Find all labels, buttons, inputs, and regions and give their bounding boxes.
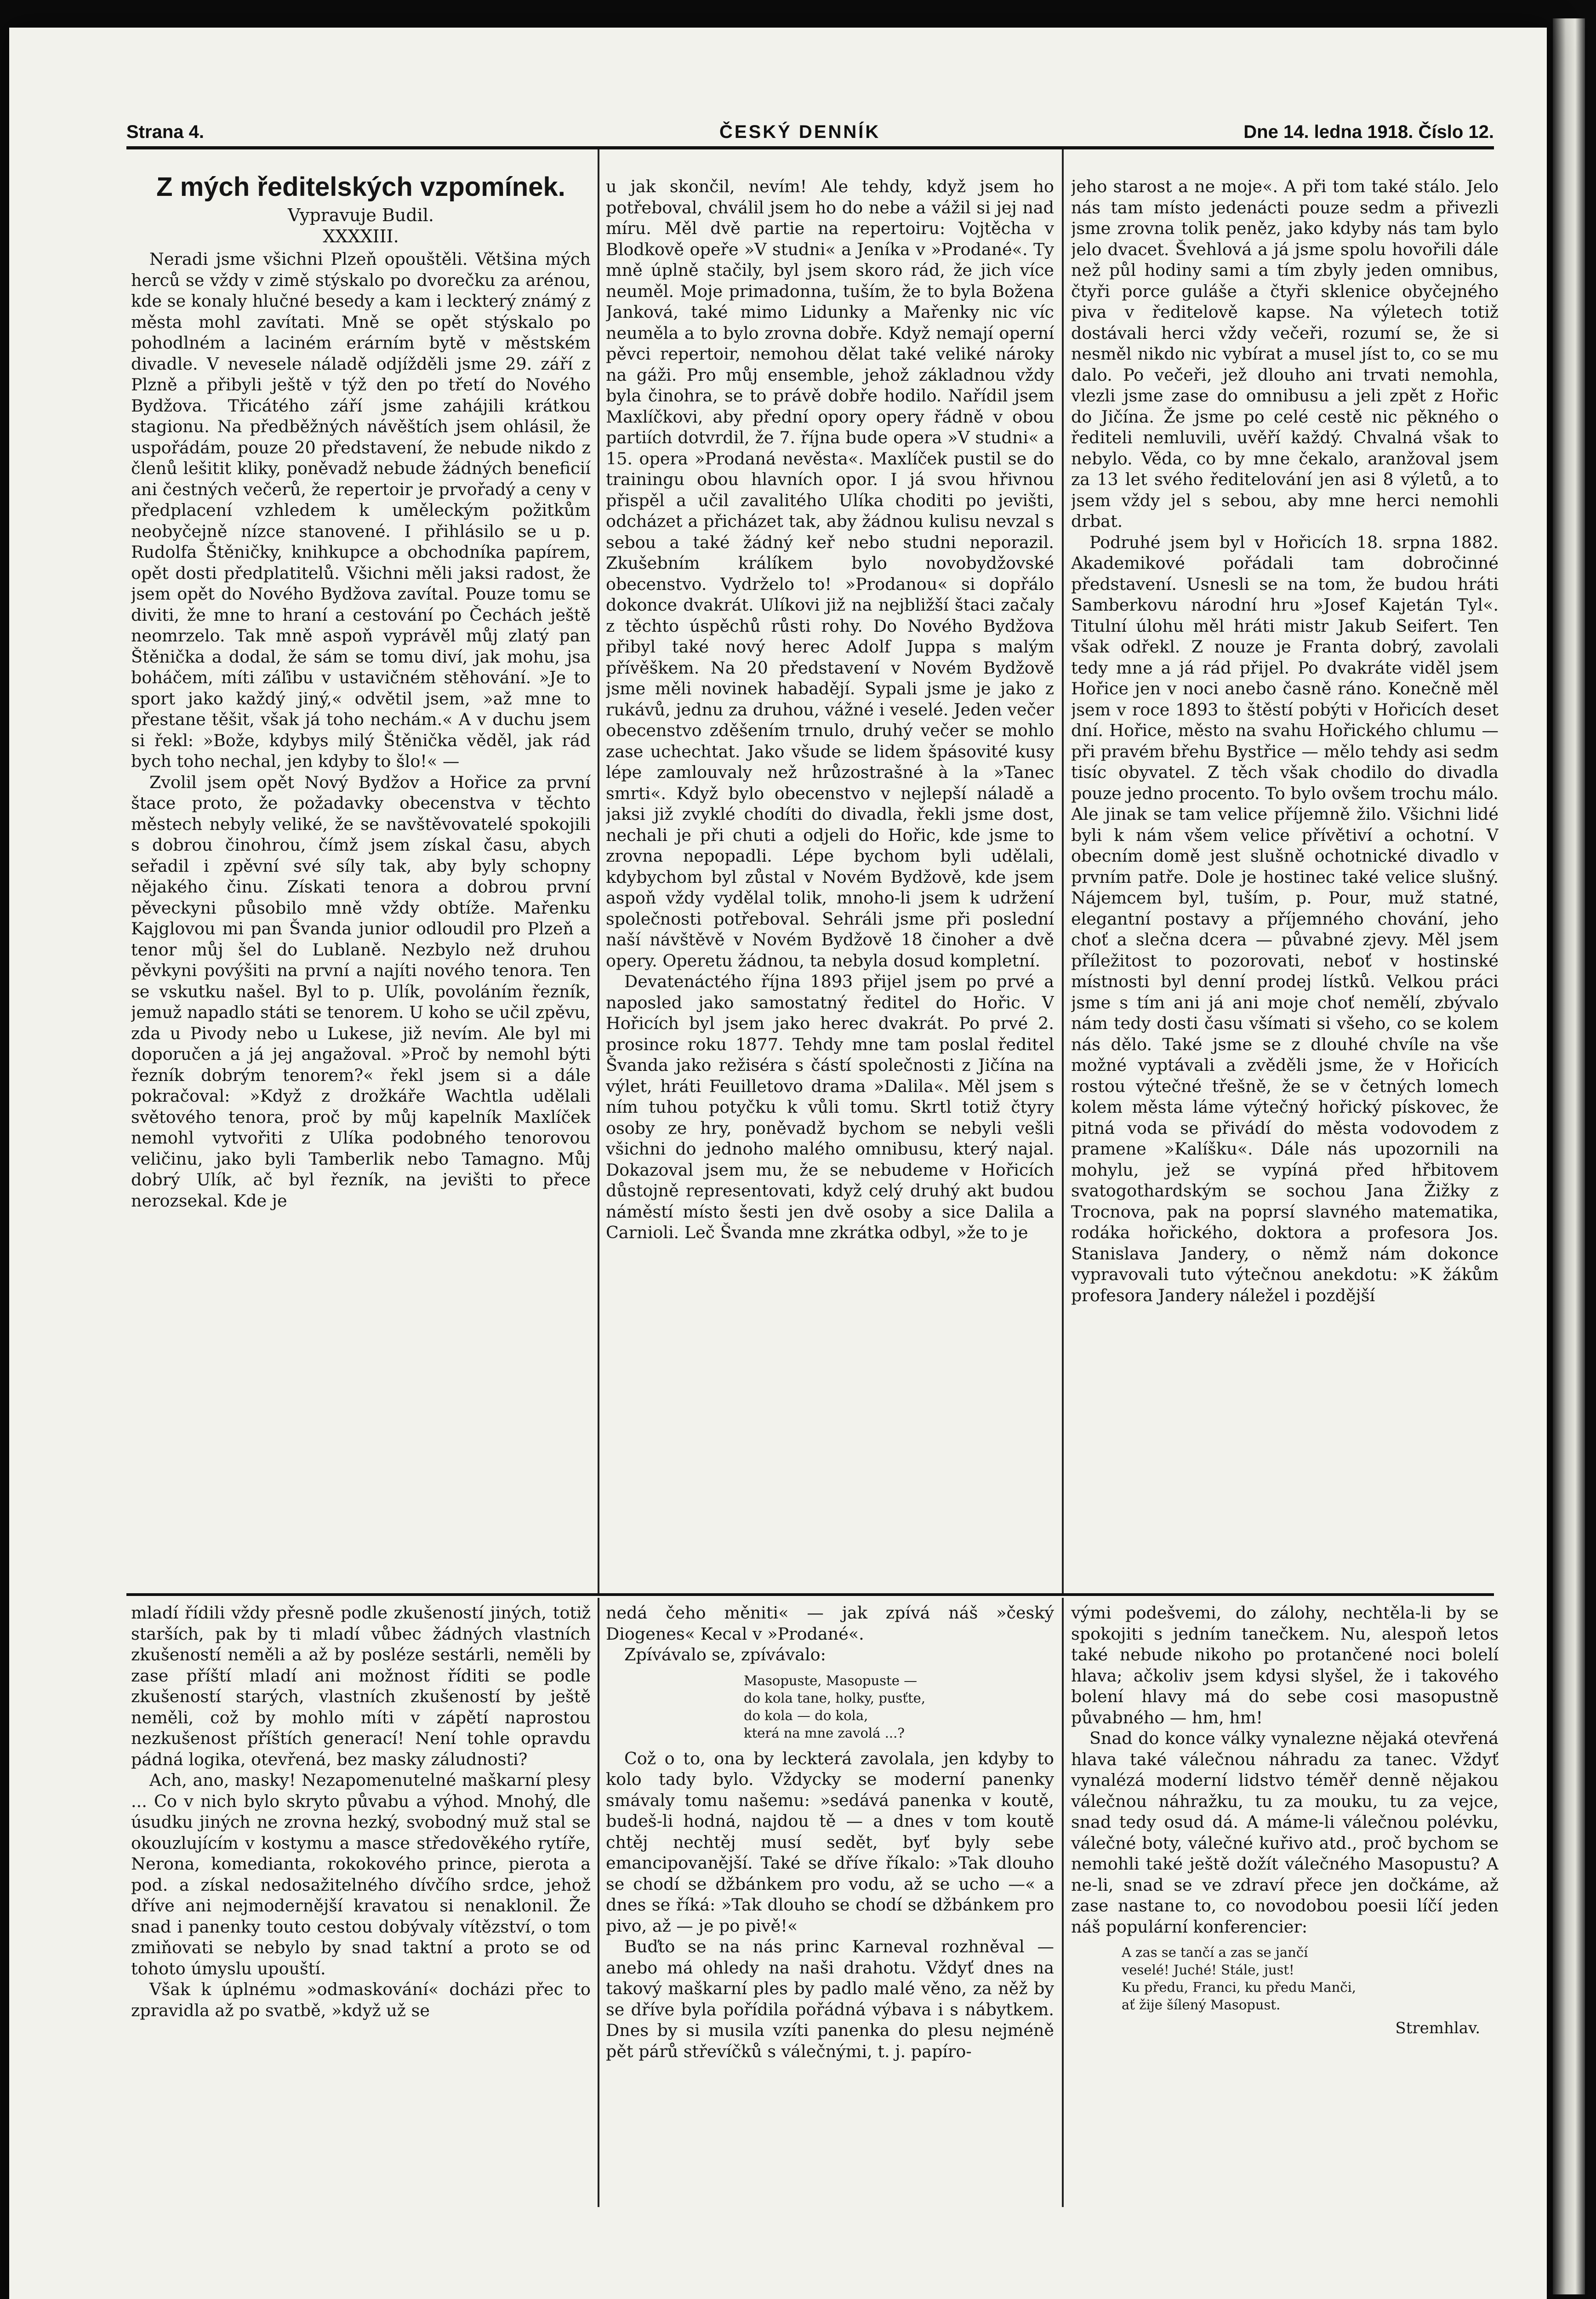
paragraph: Snad do konce války vynalezne nějaká otevřená hlava také válečnou náhradu za tanec. Vždyť vynalézá moderní lidstvo téměř denně nějakou válečnou náhražku, tu za mouku, tu za vejce, snad tedy osud dá. A máme-li válečnou polévku, válečné boty, válečné kuřivo atd., proč bychom se nemohli také ještě dožít válečného Masopustu? A ne-li, snad se ve zdraví přece jen dočkáme, až zase nastane to, co novodobou poesii líčí jeden náš populární konferencier:	[1071, 1728, 1499, 1937]
paragraph: Ach, ano, masky! Nezapomenutelné maškarní plesy ... Co v nich bylo skryto půvabu a výhod. Mnohý, dle úsudku jiných ne zrovna hezký, svobodný muž stal se okouzlujícím v kostymu a masce středověkého rytíře, Nerona, komedianta, rokokového prince, pierota a pod. a získal nedosažitelného dívčího srdce, jehož dříve ani nejmodernější kravatou si nenaklonil. Že snad i panenky touto cestou dobývaly vítězství, o tom zmiňovati se nebylo by snad taktní a proto se od tohoto úmyslu upouští.	[131, 1770, 591, 1979]
chapter-number: XXXXIII.	[323, 226, 399, 246]
column-divider	[1062, 149, 1064, 1593]
page-header	[126, 122, 1494, 147]
article-column-3	[1071, 176, 1499, 1590]
article-byline: Vypravuje Budil.	[288, 205, 434, 225]
feuilleton-column-2	[606, 1602, 1054, 2205]
poem-verse: A zas se tančí a zas se jančí veselé! Juché! Stále, just! Ku předu, Franci, ku předu Manči, ať žije šílený Masopust.	[1122, 1944, 1357, 2013]
column-divider	[598, 1598, 599, 2207]
paragraph: mladí řídili vždy přesně podle zkušeností jiných, totiž starších, pak by ti mladí vůbec žádných vlastních zkušeností neměli a až by posléze sestárli, neměli by zase příští mladí ani možnost říditi se podle zkušeností starých, vlastních zkušeností by ještě neměli, což by mohlo míti v zápětí naprostou nezkušenost příštích generací! Není tohle opravdu pádná logika, otevřená, bez masky záludnosti?	[131, 1603, 591, 1769]
page-number: Strana 4.	[126, 122, 204, 142]
article-title: Z mých ředitelských vzpomínek.	[156, 172, 565, 202]
paragraph: Devatenáctého října 1893 přijel jsem po prvé a naposled jako samostatný ředitel do Hořic. V Hořicích byl jsem jako herec dvakrát. Po prvé 2. prosince roku 1877. Tehdy mne tam poslal ředitel Švanda jako režiséra s částí společnosti z Jičína na výlet, hráti Feuilletovo drama »Dalila«. Měl jsem s ním tuhou potyčku k vůli tomu. Skrtl totiž čtyry osoby ze hry, poněvadž bychom se nebyli vešli všichni do jednoho malého omnibusu, který najal. Dokazoval jsem mu, že se nebudeme v Hořicích důstojně representovati, když celý druhý akt budou náměstí místo šesti jen dvě osoby a sice Dalila a Carnioli. Leč Švanda mne zkrátka odbyl, »že to je	[606, 972, 1054, 1242]
paragraph: Zvolil jsem opět Nový Bydžov a Hořice za první štace proto, že požadavky obecenstva v těchto městech nebyly veliké, že se navštěvovatelé spokojili s dobrou činohrou, čímž jsem získal času, abych seřadil i zpěvní své síly tak, aby byly schopny nějakého činu. Získati tenora a dobrou první pěveckyni působilo mně vždy obtíže. Mařenku Kajglovou mi pan Švanda junior odloudil pro Plzeň a tenor můj šel do Lublaně. Nezbylo než druhou pěvkyni povýšiti na první a najíti nového tenora. Ten se vskutku našel. Byl to p. Ulík, povoláním řezník, jemuž napadlo státi se tenorem. U koho se učil zpěvu, zda u Pivody nebo u Lukese, již nevím. Ale byl mi doporučen a já jej angažoval. »Proč by nemohl býti řezník dobrým tenorem?« řekl jsem si a dále pokračoval: »Když z drožkáře Wachtla udělali světového tenora, proč by můj kapelník Maxlíček nemohl vytvořiti z Ulíka podobného tenorovou veličinu, jako byli Tamberlik nebo Tamagno. Můj dobrý Ulík, ač byl řezník, na jevišti to přece nerozsekal. Kde je	[131, 772, 591, 1211]
author-signature: Stremhlav.	[1395, 2019, 1480, 2037]
column-divider	[1062, 1598, 1064, 2207]
section-divider	[126, 1593, 1494, 1596]
adjacent-page-edge	[1553, 18, 1585, 2294]
feuilleton-column-3	[1071, 1602, 1499, 2205]
article-column-1	[131, 171, 591, 1590]
column-divider	[598, 149, 599, 1593]
paragraph: nedá čeho měniti« — jak zpívá náš »český Diogenes« Kecal v »Prodané«.	[606, 1603, 1054, 1644]
paragraph: Zpívávalo se, zpívávalo:	[624, 1645, 826, 1664]
paragraph: vými podešvemi, do zálohy, nechtěla-li by se spokojiti s jedním tanečkem. Nu, alespoň letos také nebude nikoho po protančené noci bolelí hlava; ačkoliv jsem kdysi slyšel, že i takového bolení hlavy má do sebe cosi masopustně půvabného — hm, hm!	[1071, 1603, 1499, 1727]
poem-verse: Masopuste, Masopuste — do kola tane, holky, pusťte, do kola — do kola, která na mne zavolá ...?	[744, 1672, 926, 1741]
article-column-2	[606, 176, 1054, 1590]
paragraph: u jak skončil, nevím! Ale tehdy, když jsem ho potřeboval, chválil jsem ho do nebe a vážil si jej nad míru. Měl dvě partie na repertoiru: Vojtěcha v Blodkově opeře »V studni« a Jeníka v »Prodané«. Ty mně úplně stačily, byl jsem skoro rád, že jich více neuměl. Moje primadonna, tuším, že to byla Božena Janková, také mimo Lidunky a Mařenky nic víc neuměla a to bylo zrovna dobře. Když nemají operní pěvci repertoir, nemohou dělat také veliké nároky na gáži. Pro můj ensemble, jehož základnou vždy byla činohra, se to právě dobře hodilo. Nařídil jsem Maxlíčkovi, aby přední opory opery řádně v obou partiích dotvrdil, že 7. října bude opera »V studni« a 15. opera »Prodaná nevěsta«. Maxlíček pustil se do trainingu obou hlavních opor. I já svou hřivnou přispěl a učil zavalitého Ulíka choditi po jevišti, odcházet a přicházet tak, aby žádnou kulisu nevzal s sebou a také žádný keř nebo studni neporazil. Zkušebním králíkem bylo novobydžovské obecenstvo. Vydrželo to! »Prodanou« si dopřálo dokonce dvakrát. Ulíkovi již na nejbližší štaci začaly z těchto úspěchů růsti rohy. Do Nového Bydžova přibyl také nový herec Adolf Juppa s malým přívěškem. Na 20 představení v Novém Bydžově jsme měli novinek habadějí. Sypali jsme je jako z rukávů, jednu za druhou, vážné i veselé. Jeden večer obecenstvo zděšením trnulo, druhý večer se mohlo zase uchechtat. Jako všude se lidem špásovité kusy lépe zamlouvaly než hrůzostrašné à la »Tanec smrti«. Když bylo obecenstvo v nejlepší náladě a jaksi již zvyklé chodíti do divadla, řekli jsme dost, nechali je při chuti a odjeli do Hořic, kde jsme to zrovna nepopadli. Lépe bychom byli udělali, kdybychom byl zůstal v Novém Bydžově, kde jsem aspoň vždy vydělal tolik, mnoho-li jsem k udržení společnosti potřeboval. Sehráli jsme při poslední naší návštěvě v Novém Bydžově 18 činoher a dvě opery. Operetu žádnou, ta nebyla dosud kompletní.	[606, 177, 1054, 971]
feuilleton-column-1	[131, 1602, 591, 2205]
paragraph: jeho starost a ne moje«. A při tom také stálo. Jelo nás tam místo jedenácti pouze sedm a přivezli jsme zrovna tolik peněz, jako kdyby nás tam bylo jelo dvacet. Švehlová a já jsme spolu hovořili dále než půl hodiny sami a tím zbyly jeden omnibus, čtyři porce guláše a čtyři sklenice obyčejného piva v ředitelově kapse. Na výletech totiž dostávali herci vždy večeři, rozumí se, že si nesměl nikdo nic vybírat a musel jíst to, co se mu dalo. Po večeři, jež dlouho ani trvati nemohla, vlezli jsme zase do omnibusu a jeli zpět z Hořic do Jičína. Že jsme po celé cestě nic pěkného o řediteli nemluvili, uvěří každý. Chvalná však to nebylo. Věda, co by mne čekalo, aranžoval jsem za 13 let svého ředitelování jen asi 8 výletů, a to jsem vždy jel s sebou, aby mne herci nemohli drbat.	[1071, 177, 1499, 531]
issue-date: Dne 14. ledna 1918. Číslo 12.	[1243, 122, 1494, 142]
paragraph: Neradi jsme všichni Plzeň opouštěli. Většina mých herců se vždy v zimě stýskalo po dvorečku za arénou, kde se konaly hlučné besedy a kam i leckterý známý z města mohl zavítati. Mně se opět stýskalo po pohodlném a laciném erárním bytě v městském divadle. V nevesele náladě odjížděli jsme 29. září z Plzně a přibyli ještě v týž den po třetí do Nového Bydžova. Třicátého září jsme zahájili krátkou stagionu. Na předběžných návěštích jsem ohlásil, že uspořádám, pouze 20 představení, že nebude nikdo z členů lešitit kliky, poněvadž nebude žádných beneficií ani čestných večerů, že repertoir je prvořadý a ceny v předplacení vzhledem k uměleckým požitkům neobyčejně nízce stanovené. I přihlásilo se u p. Rudolfa Štěničky, knihkupce a obchodníka papírem, opět dosti předplatitelů. Všichni měli jaksi radost, že jsem opět do Nového Bydžova zavítal. Pouze tomu se diviti, že mne to hraní a cestování po Čechách ještě neomrzelo. Tak mně aspoň vyprávěl můj zlatý pan Štěnička a dodal, že sám se tomu diví, jak mohu, jsa boháčem, míti záľibu v ustavičném stěhování. »Je to sport jako každý jiný,« odvětil jsem, »až mne to přestane těšit, však já toho nechám.« A v duchu jsem si řekl: »Bože, kdybys milý Štěnička věděl, jak rád bych toho nechal, jen kdyby to šlo!« —	[131, 249, 591, 771]
masthead: ČESKÝ DENNÍK	[719, 122, 881, 142]
paragraph: Podruhé jsem byl v Hořicích 18. srpna 1882. Akademikové pořádali tam dobročinné představení. Usnesli se na tom, že budou hráti Samberkovu národní hru »Josef Kajetán Tyl«. Titulní úlohu měl hráti mistr Jakub Seifert. Ten však odřekl. Z nouze je Franta dobrý, zavolali tedy mne a já rád přijel. Po dvakráte viděl jsem Hořice jen v noci anebo časně ráno. Konečně měl jsem v roce 1893 to štěstí pobýti v Hořicích deset dní. Hořice, město na svahu Hořického chlumu — při pravém břehu Bystřice — mělo tehdy asi sedm tisíc obyvatel. Z těch však chodilo do divadla pouze jedno procento. To bylo ovšem trochu málo. Ale jinak se tam velice příjemně žilo. Všichni lidé byli k nám všem velice přívětiví a ochotní. V obecním domě jest slušně ochotnické divadlo v prvním patře. Dole je hostinec také velice slušný. Nájemcem byl, tuším, p. Pour, muž statné, elegantní postavy a příjemného chování, jeho choť a slečna dcera — půvabné zjevy. Měl jsem příležitost to pozorovati, neboť v hostinské místnosti byl denní prodej lístků. Velkou práci jsme s tím ani já ani moje choť nemělí, zbývalo nám tedy dosti času všímati si všeho, co se kolem nás dělo. Také jsme se z dlouhé chvíle na vše možné vyptávali a zvěděli jsme, že v Hořicích rostou výtečné třešně, že se v četných lomech kolem města láme výtečný hořický pískovec, že pitná voda se přivádí do města vodovodem z pramene »Kalíšku«. Dále nás upozornili na mohylu, jež se vypíná před hřbitovem svatogothardským se sochou Jana Žižky z Trocnova, pak na poprsí slavného matematika, rodáka hořického, doktora a profesora Jos. Stanislava Jandery, o němž nám dokonce vypravovali tuto výtečnou anekdotu: »K žákům profesora Jandery náležel i pozdější	[1071, 532, 1499, 1305]
paragraph: Však k úplnému »odmaskování« docházi přec to zpravidla až po svatbě, »když už se	[131, 1979, 591, 2020]
header-rule	[126, 146, 1494, 149]
paragraph: Buďto se na nás princ Karneval rozhněval — anebo má ohledy na naši drahotu. Vždyť dnes na takový maškarní ples by padlo malé věno, za něž by se dříve byla pořídila pořádná výbava i s nábytkem. Dnes by si musila vzíti panenka do plesu nejméně pět párů střevíčků s válečnými, t. j. papíro-	[606, 1937, 1054, 2061]
paragraph: Což o to, ona by leckterá zavolala, jen kdyby to kolo tady bylo. Vždycky se moderní panenky smávaly tomu našemu: »sedává panenka v koutě, budeš-li hodná, najdou tě — a dnes v tom koutě chtěj nechtěj musí sedět, byť byly sebe emancipovanější. Také se dříve říkalo: »Tak dlouho se chodí se džbánkem pro vodu, až se ucho —« a dnes se říká: »Tak dlouho se chodí se džbánkem pro pivo, až — je po pivě!«	[606, 1748, 1054, 1936]
